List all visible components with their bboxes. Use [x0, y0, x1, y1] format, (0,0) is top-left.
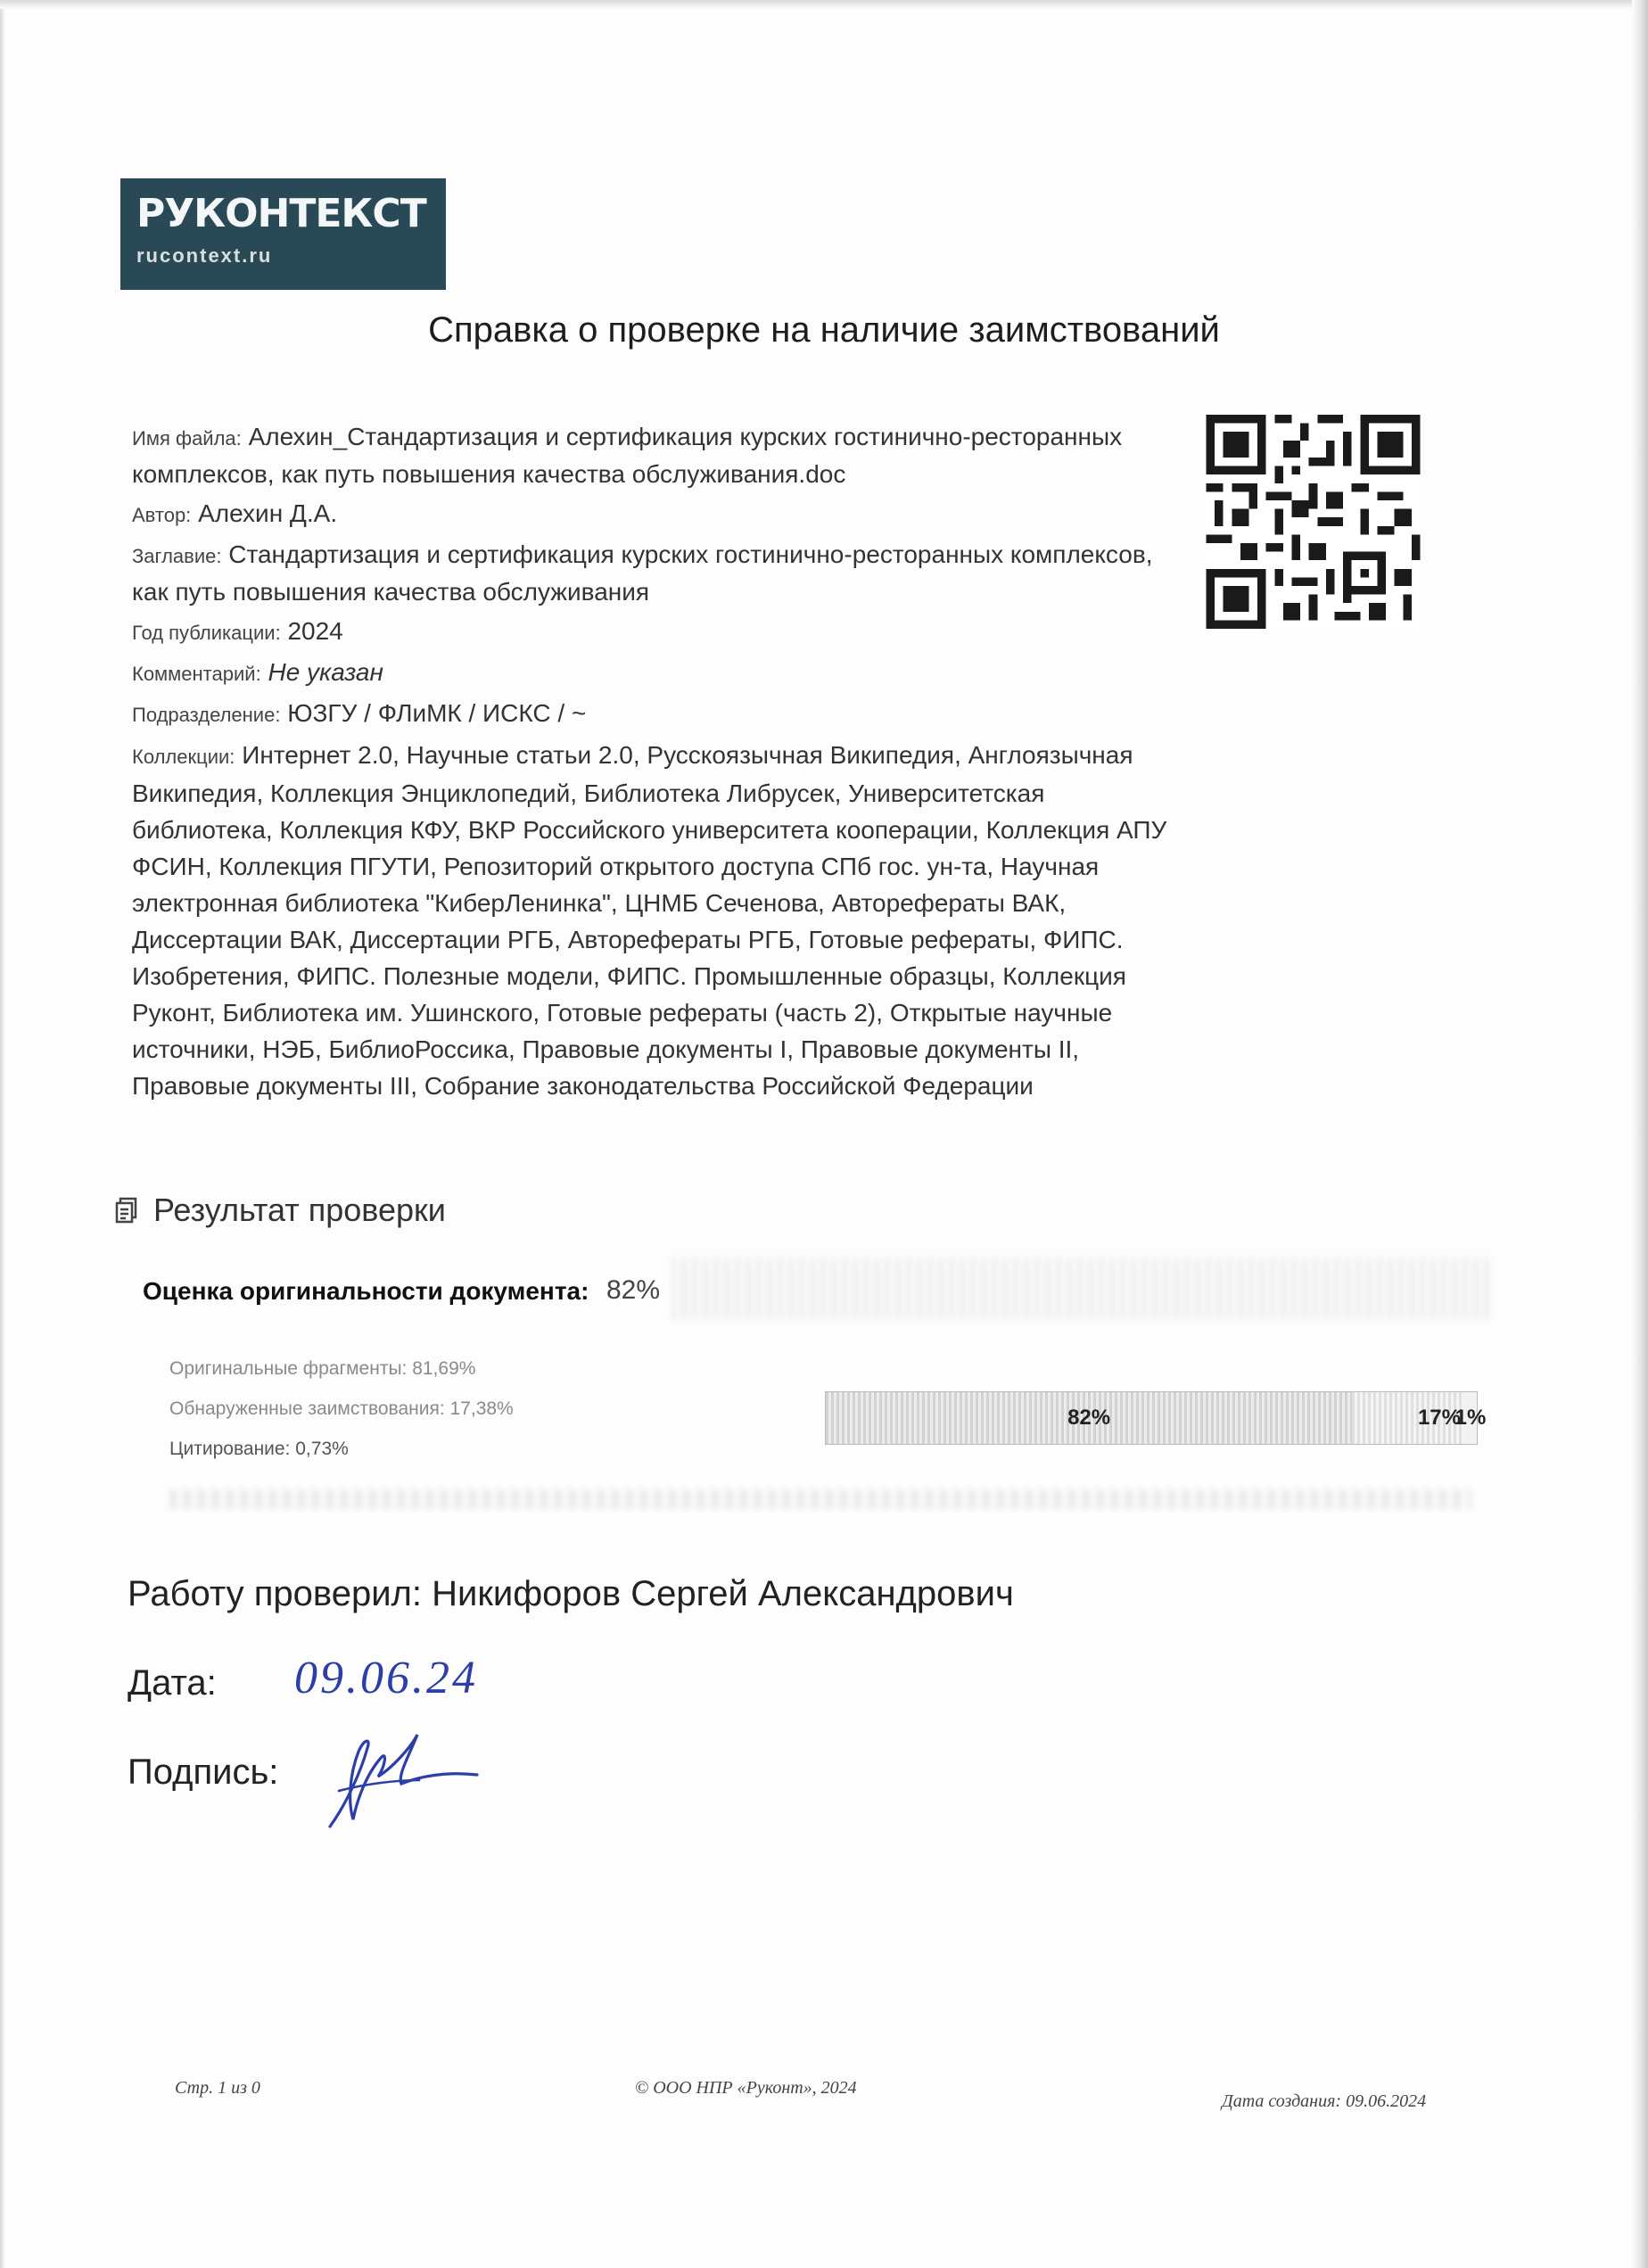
meta-heading-value: Стандартизация и сертификация курских гостинично-ресторанных комплексов, как путь повышения качества обслуживания — [132, 540, 1153, 606]
meta-heading — [132, 537, 1175, 610]
bar-segment-citation — [1454, 1392, 1487, 1444]
footer-created-date: Дата создания: 09.06.2024 — [1222, 2091, 1427, 2111]
meta-file — [132, 419, 1175, 492]
page-shadow-top — [0, 0, 1648, 9]
page-title: Справка о проверке на наличие заимствований — [428, 310, 1220, 350]
meta-collections — [132, 737, 1175, 1104]
meta-comment-label: Комментарий: — [132, 663, 261, 685]
date-label: Дата: — [128, 1663, 217, 1703]
logo-brand: РУКОНТЕКСТ — [136, 191, 426, 236]
bar-segment-borrowed — [1352, 1392, 1464, 1444]
bar-segment-original — [826, 1392, 1352, 1444]
meta-file-label: Имя файла: — [132, 427, 242, 449]
meta-heading-label: Заглавие: — [132, 545, 222, 567]
stat-citation: Цитирование: 0,73% — [169, 1439, 349, 1459]
originality-score-label: Оценка оригинальности документа: — [143, 1277, 589, 1305]
rucontext-logo — [120, 178, 446, 290]
signature-label: Подпись: — [128, 1753, 279, 1792]
meta-author-label: Автор: — [132, 504, 192, 526]
handwritten-signature — [312, 1721, 490, 1837]
document-meta — [132, 419, 1175, 1108]
document-stack-icon — [116, 1198, 137, 1223]
meta-department — [132, 696, 1175, 733]
meta-year-value: 2024 — [287, 617, 343, 645]
handwritten-date: 09.06.24 — [294, 1653, 478, 1703]
result-section-header — [116, 1192, 446, 1229]
bar-label-original: 82% — [1067, 1406, 1111, 1430]
blurred-band — [671, 1258, 1491, 1320]
footer-page-number: Стр. 1 из 0 — [175, 2078, 260, 2098]
logo-subtitle: rucontext.ru — [136, 244, 273, 267]
meta-author-value: Алехин Д.А. — [198, 499, 338, 527]
meta-file-value: Алехин_Стандартизация и сертификация курских гостинично-ресторанных комплексов, как путь повышения качества обслуживания.doc — [132, 423, 1123, 488]
meta-department-value: ЮЗГУ / ФЛиМК / ИСКС / ~ — [287, 699, 587, 727]
meta-year-label: Год публикации: — [132, 622, 281, 644]
meta-year — [132, 614, 1175, 651]
result-header-label: Результат проверки — [153, 1192, 446, 1228]
stat-borrowed: Обнаруженные заимствования: 17,38% — [169, 1398, 514, 1419]
checker-line: Работу проверил: Никифоров Сергей Александрович — [128, 1574, 1014, 1613]
qr-code — [1204, 415, 1422, 629]
blurred-stripe — [169, 1489, 1471, 1509]
meta-collections-value: Интернет 2.0, Научные статьи 2.0, Русскоязычная Википедия, Англоязычная Википедия, Коллекция Энциклопедий, Библиотека Либрусек, Университетская библиотека, Коллекция КФУ, ВКР Российского университета кооперации, Коллекция АПУ ФСИН, Коллекция ПГУТИ, Репозиторий открытого доступа СПб гос. ун-та, Научная электронная библиотека "КиберЛенинка", ЦНМБ Сеченова, Авторефераты ВАК, Диссертации ВАК, Диссертации РГБ, Авторефераты РГБ, Готовые рефераты, ФИПС. Изобретения, ФИПС. Полезные модели, ФИПС. Промышленные образцы, Коллекция Руконт, Библиотека им. Ушинского, Готовые рефераты (часть 2), Открытые научные источники, НЭБ, БиблиоРоссика, Правовые документы I, Правовые документы II, Правовые документы III, Собрание законодательства Российской Федерации — [132, 741, 1167, 1100]
originality-score-value: 82% — [606, 1275, 661, 1305]
result-stats — [169, 1348, 514, 1469]
meta-comment — [132, 655, 1175, 692]
meta-collections-label: Коллекции: — [132, 746, 235, 768]
meta-author — [132, 496, 1175, 533]
meta-department-label: Подразделение: — [132, 704, 281, 726]
meta-comment-value: Не указан — [268, 658, 383, 686]
stat-original: Оригинальные фрагменты: 81,69% — [169, 1358, 476, 1379]
footer-copyright: © ООО НПР «Руконт», 2024 — [635, 2078, 857, 2098]
bar-label-citation: 1% — [1454, 1406, 1487, 1430]
bar-label-borrowed: 17% — [1417, 1406, 1461, 1430]
originality-bar — [825, 1391, 1487, 1445]
